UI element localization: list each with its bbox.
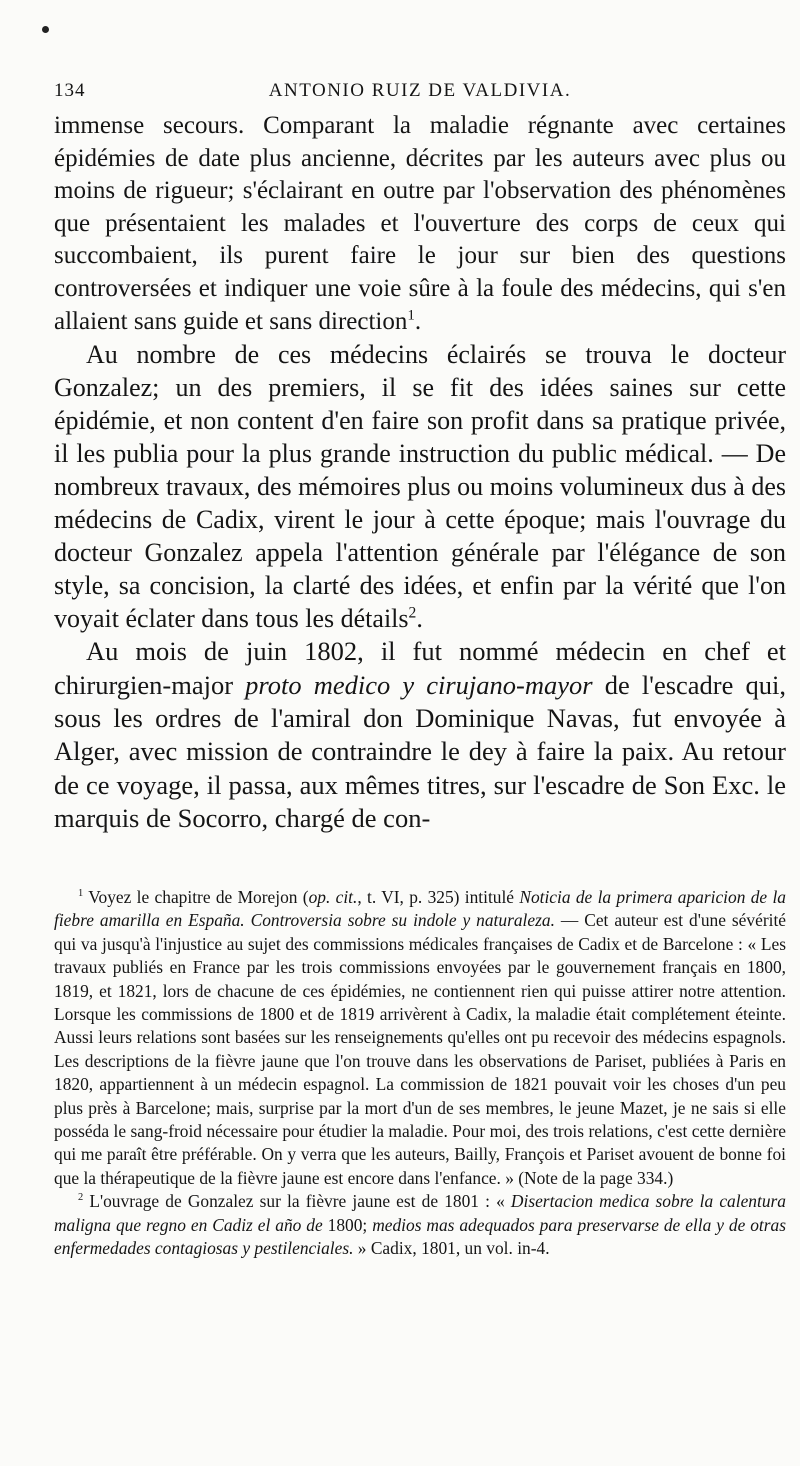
page-header: [54, 80, 786, 106]
footnote-ref-1: 1: [407, 307, 415, 324]
footnotes: [54, 886, 786, 1261]
footnote-2: $^2$ L'ouvrage de Gonzalez sur la fièvre jaune est de 1801 : « Disertacion medica sobre la calentura maligna que regno en Cadiz el año de 1800; medios mas adequados para preservarse de ella y de otras enfermedades contagiosas y pestilenciales. » Cadix, 1801, un vol. in-4.: [54, 1191, 786, 1259]
paragraph-1: immense secours. Comparant la maladie régnante avec certaines épidémies de date plus ancienne, décrites par les auteurs avec plus ou moins de rigueur; s'éclairant en outre par l'observation des phénomènes que présentaient les malades et l'ouverture des corps de ceux qui succombaient, ils purent faire le jour sur bien des questions controversées et indiquer une voie sûre à la foule des médecins, qui s'en allaient sans guide et sans direction$^1$.: [54, 112, 786, 335]
footnote-1: $^1$ Voyez le chapitre de Morejon (op. cit., t. VI, p. 325) intitulé Noticia de la primera aparicion de la fiebre amarilla en España. Controversia sobre su indole y naturaleza. — Cet auteur est d'une sévérité qui va jusqu'à l'injustice au sujet des commissions médicales françaises de Cadix et de Barcelone : « Les travaux publiés en France par les trois commissions envoyées par le gouvernement français en 1800, 1819, et 1821, lors de chacune de ces épidémies, ne contiennent rien qui puisse attirer notre attention. Lorsque les commissions de 1800 et de 1819 arrivèrent à Cadix, la maladie était complétement éteinte. Aussi leurs relations sont basées sur les renseignements qu'elles ont pu recevoir des médecins espagnols. Les descriptions de la fièvre jaune que l'on trouve dans les observations de Pariset, publiées à Paris en 1820, appartiennent à un médecin espagnol. La commission de 1821 pouvait voir les choses d'un peu plus près à Barcelone; mais, surprise par la mort d'un de ses membres, le jeune Mazet, je ne sais si elle posséda le sang-froid nécessaire pour étudier la maladie. Pour moi, des trois relations, c'est cette dernière qui me paraît être préférable. On y verra que les auteurs, Bailly, François et Pariset avouent de bonne foi que la thérapeutique de la fièvre jaune est encore dans l'enfance. » (Note de la page 334.): [54, 887, 786, 1188]
italic-title: proto medico y cirujano-mayor: [245, 669, 593, 700]
footnote-1-title: Noticia de la primera aparicion de la fiebre amarilla en España. Controversia sobre su indole y naturaleza.: [54, 887, 786, 931]
paragraph-2: Au nombre de ces médecins éclairés se trouva le docteur Gonzalez; un des premiers, il se fit des idées saines sur cette épidémie, et non content d'en faire son profit dans sa pratique privée, il les publia pour la plus grande instruction du public médical. — De nombreux travaux, des mémoires plus ou moins volumineux dus à des médecins de Cadix, virent le jour à cette époque; mais l'ouvrage du docteur Gonzalez appela l'attention générale par l'élégance de son style, sa concision, la clarté des idées, et enfin par la vérité que l'on voyait éclater dans tous les détails$^2$.: [54, 340, 786, 634]
margin-dot: [42, 26, 49, 33]
footnote-ref-2: 2: [408, 604, 417, 622]
paragraph-3: Au mois de juin 1802, il fut nommé médecin en chef et chirurgien-major proto medico y cirujano-mayor de l'escadre qui, sous les ordres de l'amiral don Dominique Navas, fut envoyée à Alger, avec mission de contraindre le dey à faire la paix. Au retour de ce voyage, il passa, aux mêmes titres, sur l'escadre de Son Exc. le marquis de Socorro, chargé de con-: [54, 636, 786, 834]
page-number: 134: [54, 80, 86, 101]
main-text: [54, 110, 786, 836]
running-title: ANTONIO RUIZ DE VALDIVIA.: [268, 80, 572, 101]
footnote-2-title: Disertacion medica sobre la calentura maligna que regno en Cadiz el año de: [54, 1191, 786, 1235]
